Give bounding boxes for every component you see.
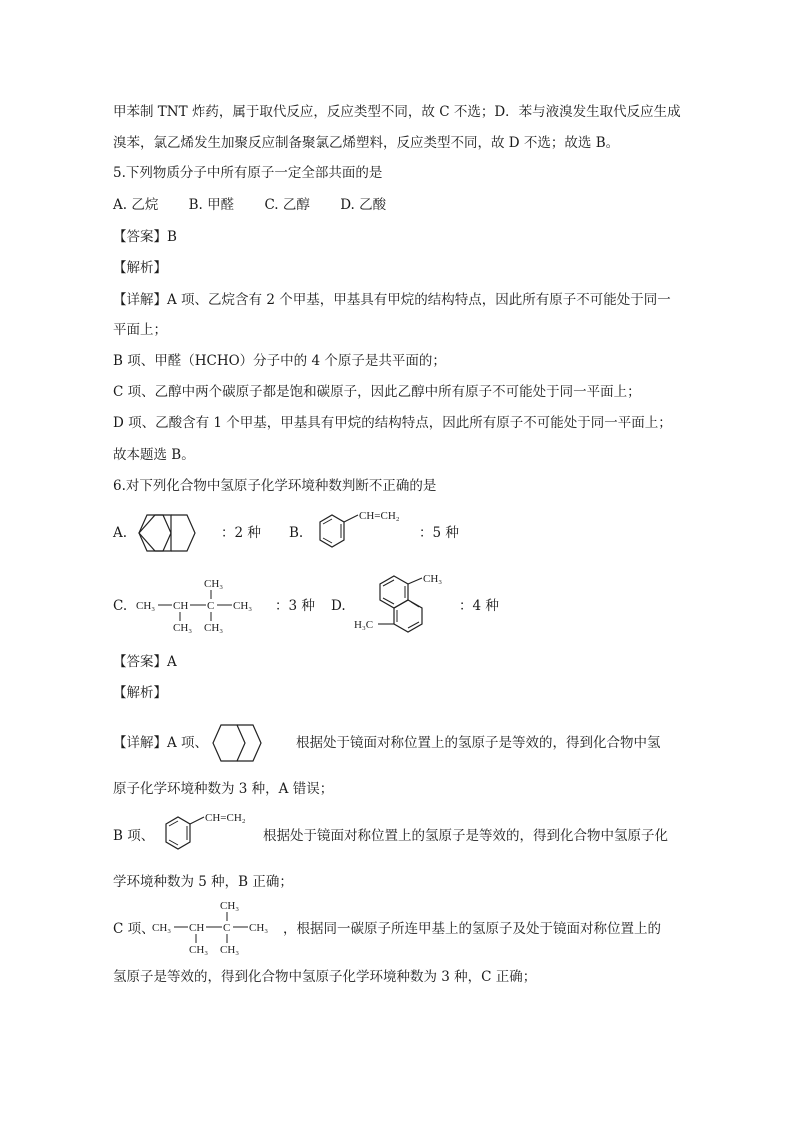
detail-line: D 项、乙酸含有 1 个甲基，甲基具有甲烷的结构特点，因此所有原子不可能处于同一平面上； [113, 415, 672, 431]
option-a-result: ：2 种 [221, 525, 261, 541]
detail-a-prefix: 【详解】A 项、 [113, 735, 209, 751]
styrene-structure [312, 510, 422, 560]
option-c-result: ：3 种 [275, 598, 315, 614]
detail-a-text: 根据处于镜面对称位置上的氢原子是等效的，得到化合物中氢 [296, 735, 661, 751]
vinyl-label: CH=CH₂ [359, 510, 400, 522]
svg-text:C: C [223, 922, 231, 934]
svg-text:CH: CH [189, 922, 205, 934]
option-d: D. 乙酸 [340, 197, 387, 213]
svg-text:CH₃: CH₃ [189, 944, 209, 956]
detail-c-text: ，根据同一碳原子所连甲基上的氢原子及处于镜面对称位置上的 [283, 921, 661, 937]
option-d-letter: D. [331, 598, 346, 614]
svg-text:CH₃: CH₃ [423, 573, 443, 585]
svg-text:H₃C: H₃C [354, 619, 374, 631]
decalin-structure [134, 508, 212, 562]
svg-text:CH₃: CH₃ [249, 922, 269, 934]
option-a: A. 乙烷 [113, 197, 159, 213]
detail-line: C 项、乙醇中两个碳原子都是饱和碳原子，因此乙醇中所有原子不可能处于同一平面上； [113, 384, 641, 400]
option-b-result: ：5 种 [419, 525, 459, 541]
decalin-structure-detail [208, 718, 286, 772]
detail-c-prefix: C 项、 [113, 921, 155, 937]
question-5-stem: 5.下列物质分子中所有原子一定全部共面的是 [113, 165, 383, 181]
answer-label: 【答案】B [113, 229, 177, 245]
question-5-options [113, 196, 412, 214]
svg-text:CH₃: CH₃ [204, 578, 224, 590]
styrene-structure-detail [158, 812, 262, 862]
trimethylbutane-structure-detail [150, 898, 282, 960]
option-b-letter: B. [289, 525, 304, 541]
dimethylnaphthalene-structure [354, 568, 464, 642]
option-d-result: ：4 种 [459, 598, 499, 614]
option-c: C. 乙醇 [264, 197, 310, 213]
detail-line: 【详解】A 项、乙烷含有 2 个甲基，甲基具有甲烷的结构特点，因此所有原子不可能处于同一 [113, 292, 671, 308]
svg-text:CH₃: CH₃ [220, 944, 240, 956]
svg-text:CH=CH₂: CH=CH₂ [205, 812, 246, 824]
svg-text:CH₃: CH₃ [136, 600, 156, 612]
detail-line: 平面上； [113, 322, 167, 338]
detail-line: 故本题选 B。 [113, 447, 195, 463]
option-a-letter: A. [113, 525, 128, 541]
question-6-stem: 6.对下列化合物中氢原子化学环境种数判断不正确的是 [113, 478, 437, 494]
detail-b-text: 根据处于镜面对称位置上的氢原子是等效的，得到化合物中氢原子化 [263, 828, 668, 844]
option-b: B. 甲醛 [188, 197, 235, 213]
svg-text:CH: CH [173, 600, 189, 612]
detail-line: 学环境种数为 5 种，B 正确； [113, 874, 293, 890]
svg-text:CH₃: CH₃ [233, 600, 253, 612]
svg-text:C: C [207, 600, 215, 612]
detail-b-prefix: B 项、 [113, 828, 155, 844]
trimethylbutane-structure [134, 576, 274, 638]
svg-text:CH₃: CH₃ [220, 900, 240, 912]
option-c-letter: C. [113, 598, 128, 614]
detail-line: 原子化学环境种数为 3 种，A 错误； [113, 781, 334, 797]
text-line: 甲苯制 TNT 炸药，属于取代反应，反应类型不同，故 C 不选；D．苯与液溴发生取代反应生成 [113, 104, 681, 120]
analysis-label: 【解析】 [113, 260, 167, 276]
answer-label: 【答案】A [113, 654, 177, 670]
svg-text:CH₃: CH₃ [204, 622, 224, 634]
detail-line: 氢原子是等效的，得到化合物中氢原子化学环境种数为 3 种，C 正确； [113, 969, 537, 985]
svg-text:CH₃: CH₃ [173, 622, 193, 634]
text-line: 溴苯，氯乙烯发生加聚反应制备聚氯乙烯塑料，反应类型不同，故 D 不选；故选 B。 [113, 135, 620, 151]
analysis-label: 【解析】 [113, 685, 167, 701]
detail-line: B 项、甲醛（HCHO）分子中的 4 个原子是共平面的； [113, 353, 446, 369]
svg-text:CH₃: CH₃ [152, 922, 172, 934]
